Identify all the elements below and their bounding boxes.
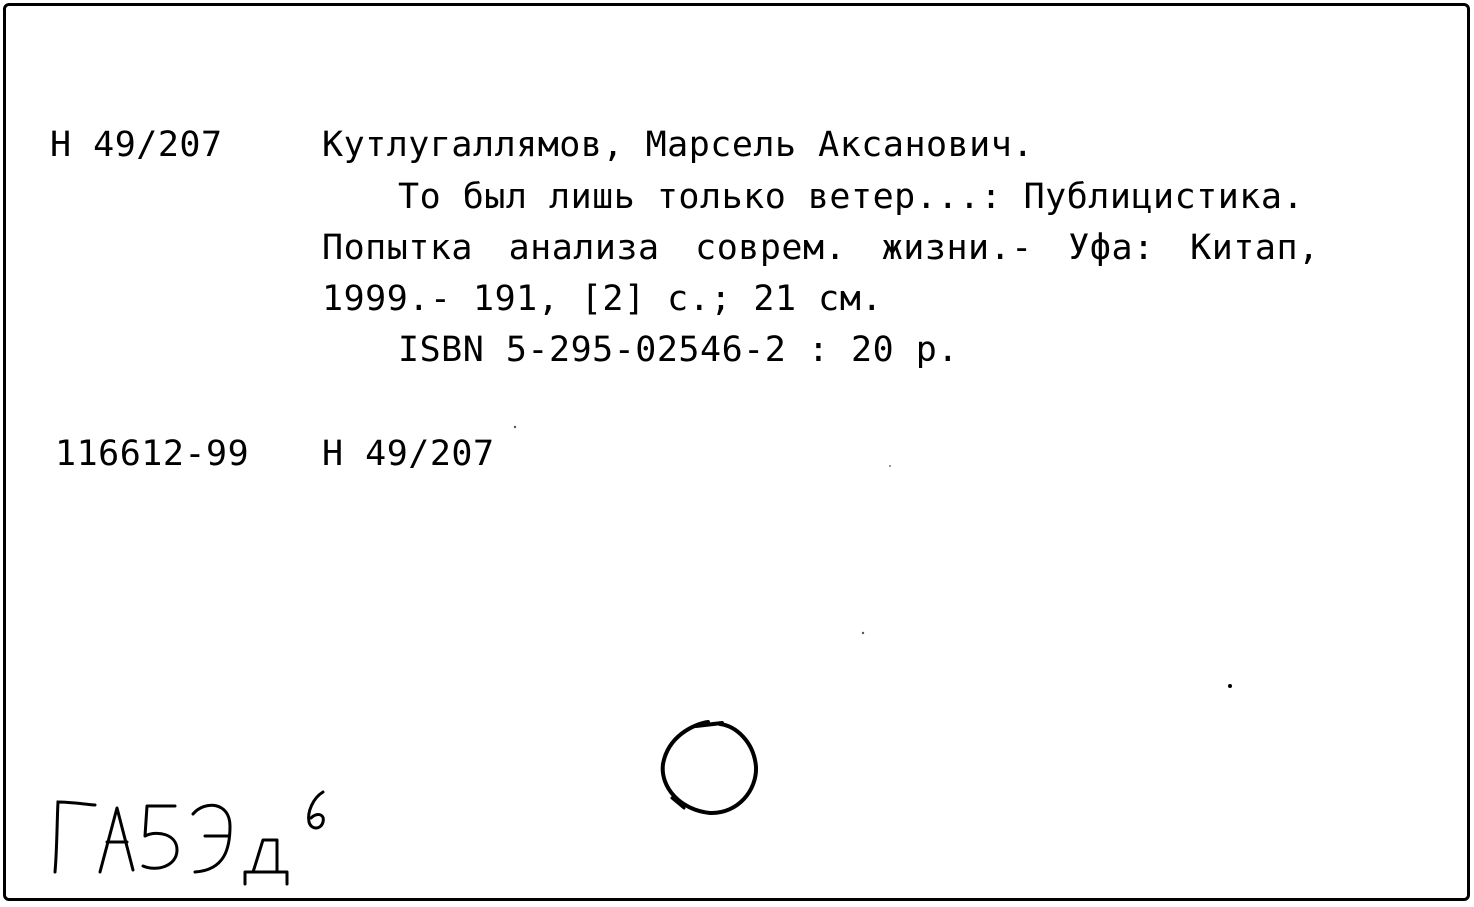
imprint-line: 1999.- 191, [2] с.; 21 см. bbox=[322, 279, 883, 319]
inventory-number: 116612-99 bbox=[55, 434, 250, 474]
title-line: То был лишь только ветер...: Публицистика. bbox=[398, 177, 1305, 217]
subtitle-line: Попытка анализа соврем. жизни.- Уфа: Китап, bbox=[322, 228, 1320, 268]
author-heading: Кутлугаллямов, Марсель Аксанович. bbox=[322, 125, 1034, 165]
shelfmark-bottom: Н 49/207 bbox=[322, 434, 495, 474]
shelfmark-top: Н 49/207 bbox=[50, 125, 223, 165]
isbn-line: ISBN 5-295-02546-2 : 20 р. bbox=[398, 330, 959, 370]
